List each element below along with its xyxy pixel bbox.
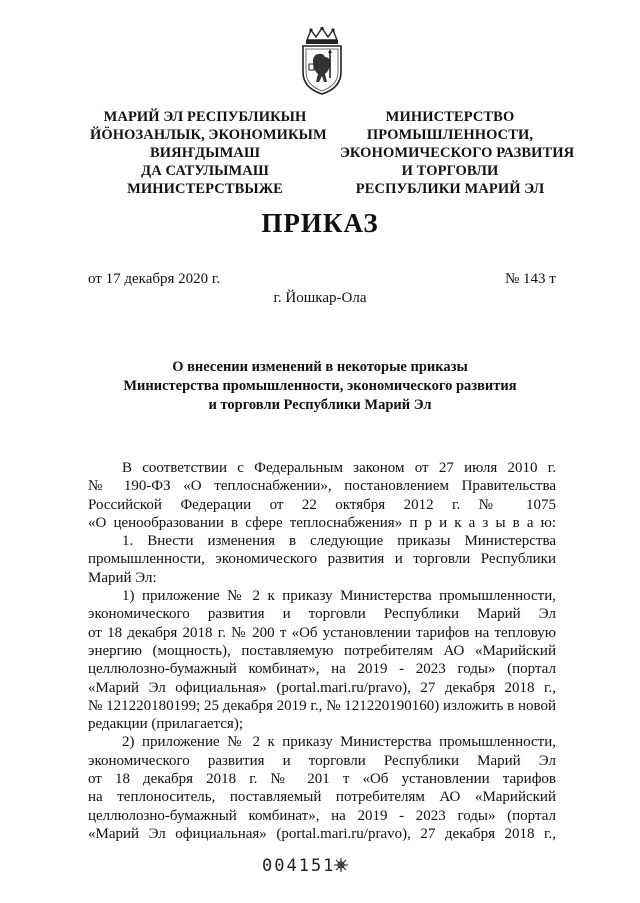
issuer-ru-line: ПРОМЫШЛЕННОСТИ, [366, 127, 534, 143]
issuer-name-mari [90, 108, 327, 198]
body-line: 1. Внести изменения в следующие приказы Министерства [122, 533, 556, 550]
issuer-ru-line: ЭКОНОМИЧЕСКОГО РАЗВИТИЯ [340, 145, 575, 161]
issuer-ru-line: И ТОРГОВЛИ [401, 163, 499, 179]
issuer-mari-line: ЙӦНОЗАНЛЫК, ЭКОНОМИКЫМ [90, 127, 327, 143]
body-line: № 190-ФЗ «О теплоснабжении», постановлением Правительства [88, 478, 556, 495]
body-line: энергию (мощность), поставляемую потребителям АО «Марийский [88, 642, 556, 659]
body-line: «Марий Эл официальная» (portal.mari.ru/pravo), 27 декабря 2018 г., [88, 679, 556, 696]
order-subject [0, 358, 640, 415]
body-line: экономического развития и торговли Республики Марий Эл [88, 606, 556, 623]
body-line: целлюлозно-бумажный комбинат», на 2019 - 2023 годы» (портал [88, 661, 556, 678]
body-line: от 18 декабря 2018 г. № 201 т «Об установлении тарифов [88, 771, 556, 788]
body-line: 1) приложение № 2 к приказу Министерства промышленности, [122, 588, 556, 605]
stamp-mark-icon [333, 857, 349, 873]
body-line: промышленности, экономического развития и торговли Республики [88, 551, 556, 568]
body-line: на теплоноситель, поставляемый потребителям АО «Марийский [88, 789, 556, 806]
body-line: Российской Федерации от 22 октября 2012 г. № 1075 [88, 496, 556, 513]
issuer-name-russian [340, 108, 575, 198]
subject-line: О внесении изменений в некоторые приказы [172, 359, 468, 375]
document-title: ПРИКАЗ [261, 208, 379, 238]
order-number: № 143 т [505, 271, 556, 287]
body-line: № 121220180199; 25 декабря 2019 г., № 121220190160) изложить в новой [88, 697, 556, 714]
body-line: 2) приложение № 2 к приказу Министерства промышленности, [122, 734, 556, 751]
subject-line: Министерства промышленности, экономического развития [123, 378, 517, 394]
issuer-mari-line: МАРИЙ ЭЛ РЕСПУБЛИКЫН [103, 109, 307, 125]
document-body [88, 459, 556, 843]
order-date: от 17 декабря 2020 г. [88, 271, 221, 287]
issuer-ru-line: РЕСПУБЛИКИ МАРИЙ ЭЛ [355, 181, 545, 197]
issuer-ru-line: МИНИСТЕРСТВО [385, 109, 515, 125]
body-line: экономического развития и торговли Республики Марий Эл [88, 752, 556, 769]
body-line: «Марий Эл официальная» (portal.mari.ru/pravo), 27 декабря 2018 г., [88, 825, 556, 842]
body-line: редакции (прилагается); [88, 716, 243, 733]
subject-line: и торговли Республики Марий Эл [208, 397, 432, 413]
body-line: Марий Эл: [88, 569, 157, 586]
form-serial-number: 004151 [262, 856, 336, 876]
order-city: г. Йошкар-Ола [273, 290, 367, 306]
body-line: от 18 декабря 2018 г. № 200 т «Об установлении тарифов на тепловую [88, 624, 556, 641]
body-line: В соответствии с Федеральным законом от 27 июля 2010 г. [122, 460, 556, 476]
body-line: «О ценообразовании в сфере теплоснабжения» п р и к а з ы в а ю: [88, 514, 556, 531]
issuer-mari-line: ДА САТУЛЫМАШ [141, 163, 269, 179]
coat-of-arms-icon [297, 26, 347, 96]
body-line: целлюлозно-бумажный комбинат», на 2019 - 2023 годы» (портал [88, 807, 556, 824]
issuer-mari-line: МИНИСТЕРСТВЫЖЕ [127, 181, 283, 197]
issuer-mari-line: ВИЯҤДЫМАШ [150, 145, 260, 161]
